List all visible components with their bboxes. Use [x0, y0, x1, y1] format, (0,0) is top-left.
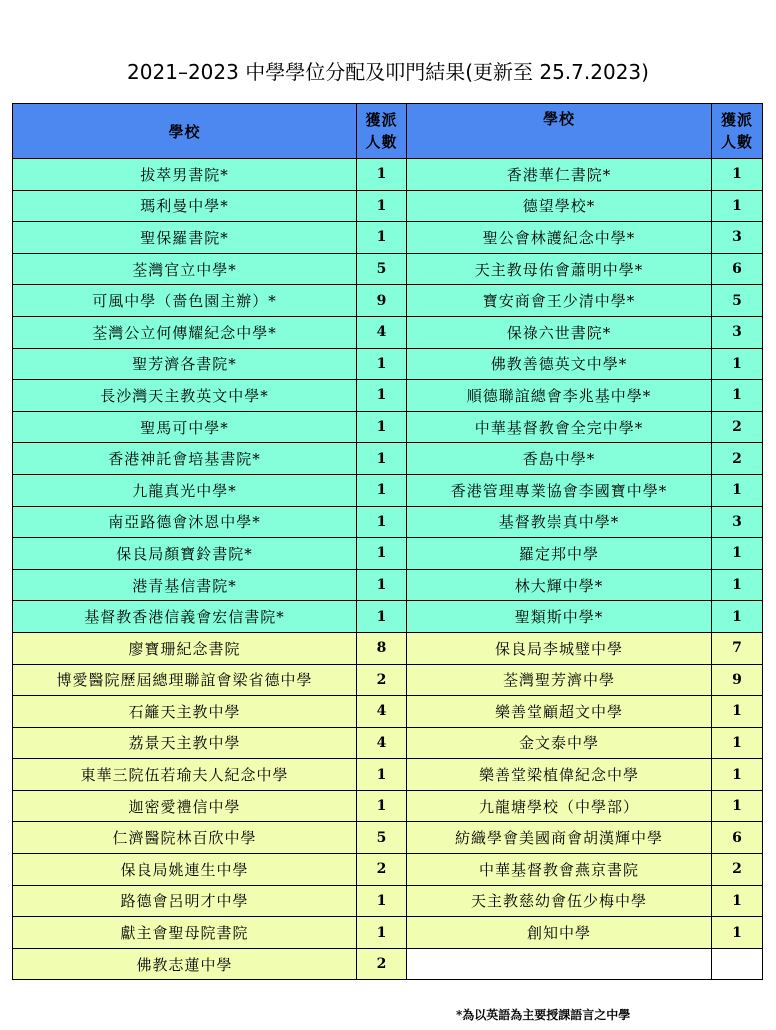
table-row — [13, 380, 763, 412]
school-right-cell: 樂善堂梁植偉紀念中學 — [407, 759, 712, 791]
school-left-cell: 佛教志蓮中學 — [13, 948, 357, 980]
school-right-cell: 保祿六世書院* — [407, 316, 712, 348]
header-count-right — [712, 104, 763, 159]
school-right-cell: 九龍塘學校（中學部） — [407, 790, 712, 822]
table-row — [13, 285, 763, 317]
school-left-cell: 東華三院伍若瑜夫人紀念中學 — [13, 759, 357, 791]
count-left-cell: 1 — [357, 159, 407, 191]
table-row — [13, 222, 763, 254]
table-row — [13, 474, 763, 506]
table-header-row — [13, 104, 763, 159]
table-row — [13, 443, 763, 475]
count-right-cell: 2 — [712, 411, 763, 443]
count-right-cell: 1 — [712, 696, 763, 728]
school-left-cell: 保良局顏寶鈴書院* — [13, 538, 357, 570]
count-right-cell: 9 — [712, 664, 763, 696]
count-right-cell: 1 — [712, 885, 763, 917]
school-left-cell: 迦密愛禮信中學 — [13, 790, 357, 822]
school-left-cell: 基督教香港信義會宏信書院* — [13, 601, 357, 633]
table-row — [13, 885, 763, 917]
school-right-cell: 中華基督教會燕京書院 — [407, 854, 712, 886]
table-row — [13, 159, 763, 191]
count-right-cell: 3 — [712, 316, 763, 348]
count-left-cell: 8 — [357, 632, 407, 664]
table-row — [13, 664, 763, 696]
count-right-cell: 1 — [712, 917, 763, 949]
count-right-cell — [712, 948, 763, 980]
school-left-cell: 廖寶珊紀念書院 — [13, 632, 357, 664]
count-right-cell: 1 — [712, 759, 763, 791]
count-left-cell: 1 — [357, 506, 407, 538]
header-count-line2: 人數 — [365, 133, 398, 151]
count-left-cell: 1 — [357, 222, 407, 254]
school-left-cell: 港青基信書院* — [13, 569, 357, 601]
count-left-cell: 5 — [357, 822, 407, 854]
school-right-cell: 順德聯誼總會李兆基中學* — [407, 380, 712, 412]
table-row — [13, 854, 763, 886]
count-left-cell: 4 — [357, 696, 407, 728]
school-right-cell: 基督教崇真中學* — [407, 506, 712, 538]
school-right-cell: 創知中學 — [407, 917, 712, 949]
header-count-line1: 獲派 — [365, 111, 398, 129]
school-right-cell: 中華基督教會全完中學* — [407, 411, 712, 443]
count-left-cell: 1 — [357, 443, 407, 475]
school-left-cell: 九龍真光中學* — [13, 474, 357, 506]
footnote: *為以英語為主要授課語言之中學 — [456, 1008, 631, 1022]
count-left-cell: 1 — [357, 917, 407, 949]
school-right-cell: 天主教母佑會蕭明中學* — [407, 253, 712, 285]
count-right-cell: 6 — [712, 822, 763, 854]
count-left-cell: 1 — [357, 380, 407, 412]
count-right-cell: 1 — [712, 474, 763, 506]
table-row — [13, 348, 763, 380]
count-right-cell: 3 — [712, 222, 763, 254]
school-right-cell: 紡織學會美國商會胡漢輝中學 — [407, 822, 712, 854]
school-right-cell: 林大輝中學* — [407, 569, 712, 601]
count-left-cell: 1 — [357, 759, 407, 791]
school-left-cell: 路德會呂明才中學 — [13, 885, 357, 917]
count-right-cell: 1 — [712, 190, 763, 222]
count-left-cell: 4 — [357, 727, 407, 759]
header-count-line2: 人數 — [720, 133, 753, 151]
school-right-cell: 聖公會林護紀念中學* — [407, 222, 712, 254]
page-title: 2021–2023 中學學位分配及叩門結果(更新至 25.7.2023) — [127, 60, 649, 84]
school-right-cell: 寶安商會王少清中學* — [407, 285, 712, 317]
count-left-cell: 9 — [357, 285, 407, 317]
count-left-cell: 1 — [357, 348, 407, 380]
school-right-cell: 香港華仁書院* — [407, 159, 712, 191]
count-left-cell: 5 — [357, 253, 407, 285]
table-row — [13, 411, 763, 443]
count-right-cell: 1 — [712, 727, 763, 759]
header-count-left — [357, 104, 407, 159]
count-left-cell: 2 — [357, 948, 407, 980]
table-row — [13, 790, 763, 822]
school-right-cell: 金文泰中學 — [407, 727, 712, 759]
school-right-cell: 保良局李城璧中學 — [407, 632, 712, 664]
count-right-cell: 5 — [712, 285, 763, 317]
count-right-cell: 1 — [712, 159, 763, 191]
count-left-cell: 1 — [357, 190, 407, 222]
table-row — [13, 538, 763, 570]
school-right-cell — [407, 948, 712, 980]
count-right-cell: 2 — [712, 854, 763, 886]
school-left-cell: 獻主會聖母院書院 — [13, 917, 357, 949]
header-count-line1: 獲派 — [720, 111, 753, 129]
count-right-cell: 2 — [712, 443, 763, 475]
school-left-cell: 瑪利曼中學* — [13, 190, 357, 222]
count-right-cell: 1 — [712, 569, 763, 601]
header-school-left: 學校 — [13, 104, 357, 159]
school-left-cell: 保良局姚連生中學 — [13, 854, 357, 886]
count-left-cell: 1 — [357, 538, 407, 570]
count-right-cell: 1 — [712, 380, 763, 412]
school-right-cell: 樂善堂顧超文中學 — [407, 696, 712, 728]
school-right-cell: 天主教慈幼會伍少梅中學 — [407, 885, 712, 917]
count-right-cell: 1 — [712, 348, 763, 380]
table-row — [13, 569, 763, 601]
table-row — [13, 601, 763, 633]
count-right-cell: 1 — [712, 538, 763, 570]
school-left-cell: 南亞路德會沐恩中學* — [13, 506, 357, 538]
school-right-cell: 香島中學* — [407, 443, 712, 475]
school-left-cell: 拔萃男書院* — [13, 159, 357, 191]
count-left-cell: 1 — [357, 474, 407, 506]
table-row — [13, 316, 763, 348]
count-left-cell: 1 — [357, 601, 407, 633]
header-school-right: 學校 — [407, 104, 712, 159]
school-right-cell: 羅定邦中學 — [407, 538, 712, 570]
count-left-cell: 1 — [357, 569, 407, 601]
school-left-cell: 仁濟醫院林百欣中學 — [13, 822, 357, 854]
school-left-cell: 聖芳濟各書院* — [13, 348, 357, 380]
table-row — [13, 506, 763, 538]
count-left-cell: 4 — [357, 316, 407, 348]
table-row — [13, 917, 763, 949]
table-row — [13, 632, 763, 664]
school-right-cell: 德望學校* — [407, 190, 712, 222]
school-right-cell: 香港管理專業協會李國寶中學* — [407, 474, 712, 506]
count-right-cell: 6 — [712, 253, 763, 285]
count-left-cell: 1 — [357, 885, 407, 917]
school-left-cell: 石籬天主教中學 — [13, 696, 357, 728]
school-left-cell: 荃灣官立中學* — [13, 253, 357, 285]
school-left-cell: 荃灣公立何傳耀紀念中學* — [13, 316, 357, 348]
count-right-cell: 1 — [712, 790, 763, 822]
count-left-cell: 2 — [357, 854, 407, 886]
count-left-cell: 1 — [357, 411, 407, 443]
school-left-cell: 荔景天主教中學 — [13, 727, 357, 759]
table-row — [13, 727, 763, 759]
count-left-cell: 2 — [357, 664, 407, 696]
table-row — [13, 696, 763, 728]
school-left-cell: 博愛醫院歷屆總理聯誼會梁省德中學 — [13, 664, 357, 696]
school-right-cell: 佛教善德英文中學* — [407, 348, 712, 380]
school-right-cell: 聖類斯中學* — [407, 601, 712, 633]
school-right-cell: 荃灣聖芳濟中學 — [407, 664, 712, 696]
count-right-cell: 3 — [712, 506, 763, 538]
school-left-cell: 聖保羅書院* — [13, 222, 357, 254]
allocation-table — [12, 103, 763, 980]
count-left-cell: 1 — [357, 790, 407, 822]
table-row — [13, 948, 763, 980]
school-left-cell: 香港神託會培基書院* — [13, 443, 357, 475]
table-body — [13, 159, 763, 980]
count-right-cell: 1 — [712, 601, 763, 633]
table-row — [13, 190, 763, 222]
count-right-cell: 7 — [712, 632, 763, 664]
school-left-cell: 可風中學（嗇色園主辦）* — [13, 285, 357, 317]
school-left-cell: 聖馬可中學* — [13, 411, 357, 443]
school-left-cell: 長沙灣天主教英文中學* — [13, 380, 357, 412]
table-row — [13, 822, 763, 854]
table-row — [13, 253, 763, 285]
table-row — [13, 759, 763, 791]
